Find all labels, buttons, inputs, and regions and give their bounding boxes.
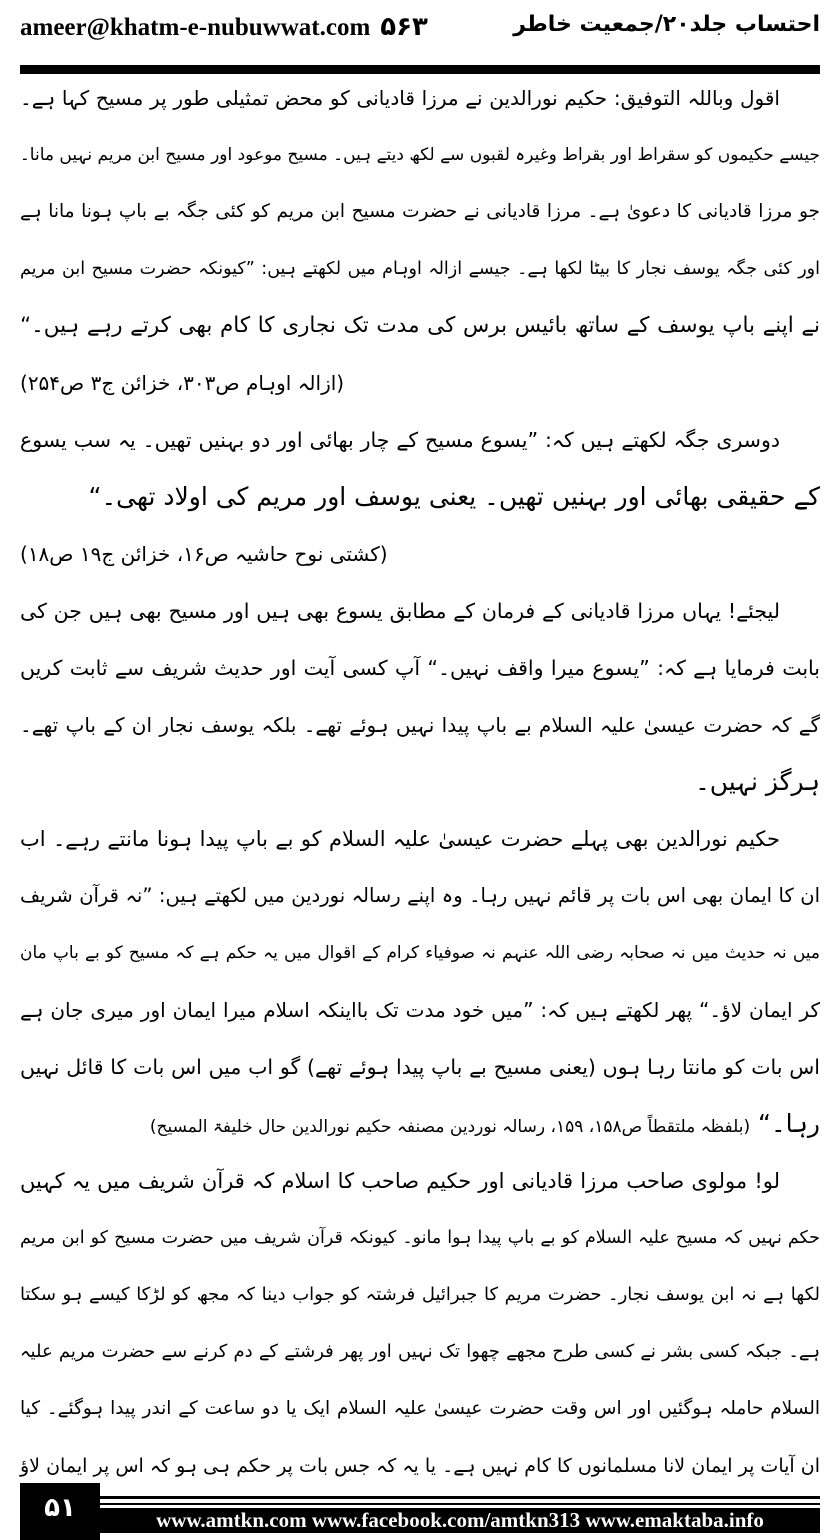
footer-rule — [100, 1503, 820, 1505]
footer-page-number: ۵۱ — [20, 1483, 100, 1540]
reference-citation: (ازالہ اوہام ص۳۰۳، خزائن ج۳ ص۲۵۴) — [20, 371, 345, 395]
footer-rule — [100, 1496, 820, 1499]
text-line: ان آیات پر ایمان لانا مسلمانوں کا کام نہیں ہے۔ یا یہ کہ جس بات پر حکم ہی ہو کہ اس پر ایمان لاؤ — [20, 1455, 820, 1477]
text-line: ہرگز نہیں۔ — [695, 767, 820, 796]
header-book-title: احتساب جلد۲۰/جمعیت خاطر — [513, 12, 820, 37]
text-line: السلام حاملہ ہوگئیں اور اس وقت حضرت عیسیٰ علیہ السلام ایک یا دو ساعت کے اندر پیدا ہوگئے۔ کیا — [20, 1398, 820, 1419]
text-line — [20, 1104, 820, 1144]
email-text: ameer@khatm-e-nubuwwat.com — [20, 14, 371, 41]
header-email — [20, 12, 428, 42]
text-line: حکم نہیں کہ مسیح علیہ السلام کو بے باپ پیدا ہوا مانو۔ کیونکہ قرآن شریف میں حضرت مسیح کو ابن مریم — [20, 1228, 820, 1248]
text-line: ہے۔ جبکہ کسی بشر نے کسی طرح مجھے چھوا تک نہیں اور پھر فرشتے کے دم کرنے سے حضرت مریم علیہ — [20, 1341, 820, 1362]
text-line: حکیم نورالدین بھی پہلے حضرت عیسیٰ علیہ السلام کو بے باپ پیدا ہونا مانتے رہے۔ اب — [20, 827, 780, 851]
text-line: کر ایمان لاؤ۔“ پھر لکھتے ہیں کہ: ”میں خود مدت تک بااینکہ اسلام میرا ایمان اور میری جان ہے — [20, 998, 820, 1022]
text-line: میں نہ حدیث میں نہ صحابہ رضی اللہ عنہم نہ صوفیاء کرام کے اقوال میں یہ حکم ہے کہ مسیح کو بے باپ مان — [20, 943, 820, 963]
text-line: لو! مولوی صاحب مرزا قادیانی اور حکیم صاحب کا اسلام کہ قرآن شریف میں یہ کہیں — [20, 1169, 780, 1193]
reference-citation: (بلفظہ ملتقطاً ص۱۵۸، ۱۵۹، رسالہ نوردین مصنفہ حکیم نورالدین حال خلیفۃ المسیح) — [149, 1117, 751, 1137]
text-line: لیجئے! یہاں مرزا قادیانی کے فرمان کے مطابق یسوع بھی ہیں اور مسیح بھی ہیں جن کی — [20, 599, 780, 623]
text-line: نے اپنے باپ یوسف کے ساتھ بائیس برس کی مدت تک نجاری کا کام بھی کرتے رہے ہیں۔“ — [20, 313, 820, 338]
text-line: جیسے حکیموں کو سقراط اور بقراط وغیرہ لقبوں سے لکھ دیتے ہیں۔ مسیح موعود اور مسیح ابن مریم نہیں مانا۔ — [19, 145, 820, 165]
footer-links: www.amtkn.com www.facebook.com/amtkn313 www.emaktaba.info — [100, 1508, 820, 1533]
text-line: اس بات کو مانتا رہا ہوں (یعنی مسیح بے باپ پیدا ہوئے تھے) گو اب میں اس بات کا قائل نہیں — [20, 1055, 820, 1079]
text-line: ان کا ایمان بھی اس بات پر قائم نہیں رہا۔ وہ اپنے رسالہ نوردین میں لکھتے ہیں: ”نہ قرآن شریف — [20, 884, 820, 907]
text-line: گے کہ حضرت عیسیٰ علیہ السلام بے باپ پیدا نہیں ہوئے تھے۔ بلکہ یوسف نجار ان کے باپ تھے۔ — [20, 713, 820, 737]
text-fragment: رہا۔“ — [758, 1109, 820, 1138]
text-line: لکھا ہے نہ ابن یوسف نجار۔ حضرت مریم کا جبرائیل فرشتہ کو جواب دینا کہ مجھ کو لڑکا کیسے ہو سکتا — [20, 1284, 820, 1305]
header-page-number: ۵۶۳ — [380, 12, 428, 42]
reference-citation: (کشتی نوح حاشیہ ص۱۶، خزائن ج۱۹ ص۱۸) — [20, 542, 388, 566]
text-line: بابت فرمایا ہے کہ: ”یسوع میرا واقف نہیں۔“ آپ کسی آیت اور حدیث شریف سے ثابت کریں — [20, 656, 820, 680]
text-line: کے حقیقی بھائی اور بہنیں تھیں۔ یعنی یوسف اور مریم کی اولاد تھی۔“ — [88, 482, 820, 511]
text-line: جو مرزا قادیانی کا دعویٰ ہے۔ مرزا قادیانی نے حضرت مسیح ابن مریم کو کئی جگہ بے باپ ہونا مانا ہے — [20, 201, 820, 222]
header-rule — [20, 65, 820, 74]
text-line: اور کئی جگہ یوسف نجار کا بیٹا لکھا ہے۔ جیسے ازالہ اوہام میں لکھتے ہیں: ”کیونکہ حضرت مسیح ابن مریم — [20, 259, 820, 279]
text-line: دوسری جگہ لکھتے ہیں کہ: ”یسوع مسیح کے چار بھائی اور دو بہنیں تھیں۔ یہ سب یسوع — [20, 428, 780, 452]
text-line: اقول وباللہ التوفیق: حکیم نورالدین نے مرزا قادیانی کو محض تمثیلی طور پر مسیح کہا ہے۔ — [20, 86, 780, 110]
